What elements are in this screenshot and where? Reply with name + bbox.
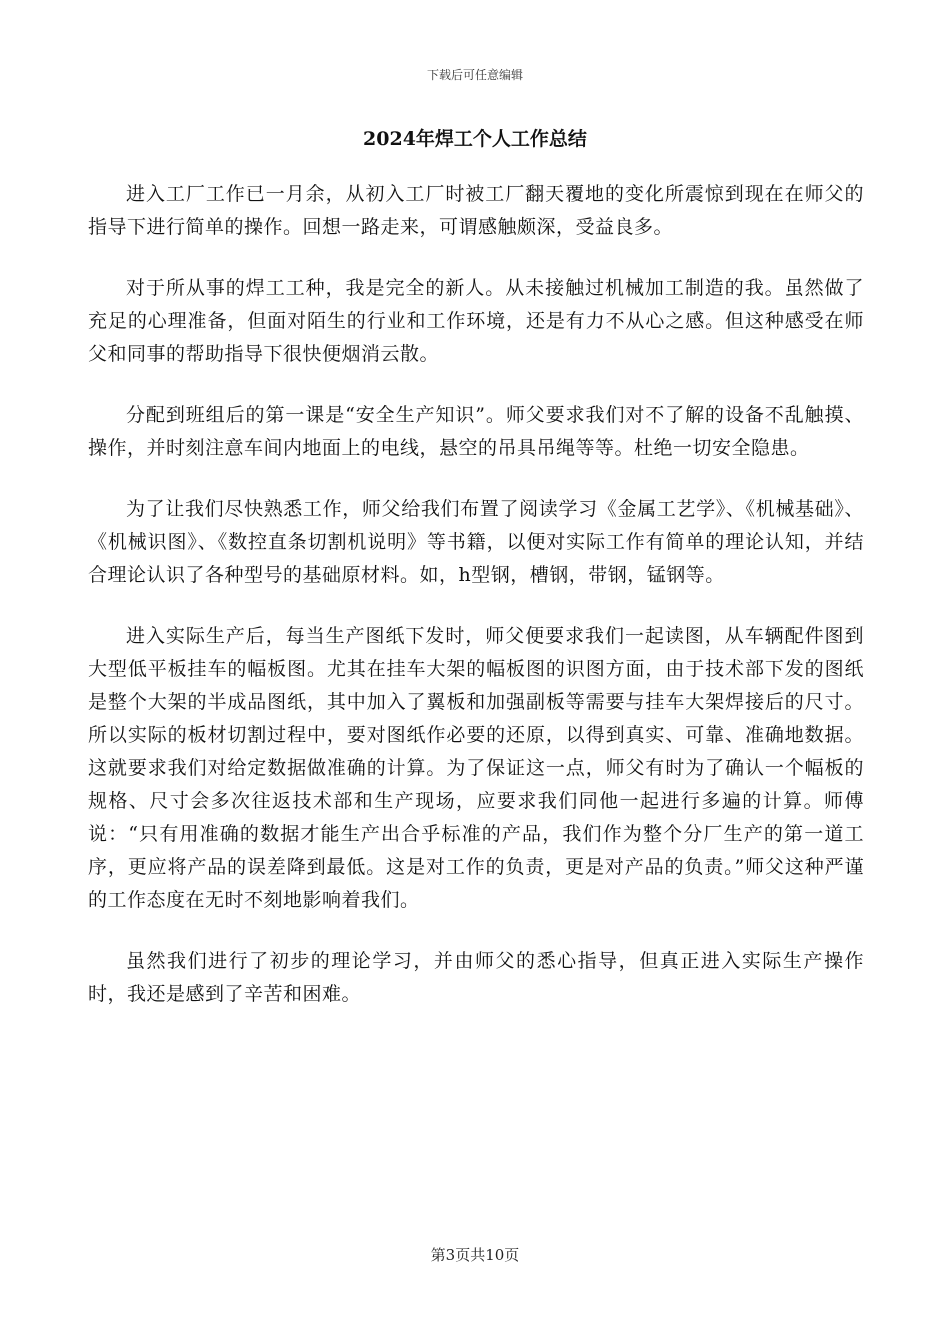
paragraph: 对于所从事的焊工工种，我是完全的新人。从未接触过机械加工制造的我。虽然做了充足的心理准备，但面对陌生的行业和工作环境，还是有力不从心之感。但这种感受在师父和同事的帮助指导下很快便烟消云散。 [88, 277, 864, 365]
header-note: 下载后可任意编辑 [426, 68, 523, 82]
page-indicator: 第3页共10页 [430, 1246, 520, 1264]
paragraph: 虽然我们进行了初步的理论学习，并由师父的悉心指导，但真正进入实际生产操作时，我还是感到了辛苦和困难。 [88, 950, 864, 1005]
document-title: 2024年焊工个人工作总结 [363, 128, 587, 150]
paragraph: 进入工厂工作已一月余，从初入工厂时被工厂翻天覆地的变化所震惊到现在在师父的指导下进行简单的操作。回想一路走来，可谓感触颇深，受益良多。 [88, 183, 864, 238]
paragraph: 进入实际生产后，每当生产图纸下发时，师父便要求我们一起读图，从车辆配件图到大型低平板挂车的幅板图。尤其在挂车大架的幅板图的识图方面，由于技术部下发的图纸是整个大架的半成品图纸，其中加入了翼板和加强副板等需要与挂车大架焊接后的尺寸。所以实际的板材切割过程中，要对图纸作必要的还原，以得到真实、可靠、准确地数据。这就要求我们对给定数据做准确的计算。为了保证这一点，师父有时为了确认一个幅板的规格、尺寸会多次往返技术部和生产现场，应要求我们同他一起进行多遍的计算。师傅说：“只有用准确的数据才能生产出合乎标准的产品，我们作为整个分厂生产的第一道工序，更应将产品的误差降到最低。这是对工作的负责，更是对产品的负责。”师父这种严谨的工作态度在无时不刻地影响着我们。 [88, 625, 864, 911]
document-body [88, 178, 864, 1039]
paragraph: 分配到班组后的第一课是“安全生产知识”。师父要求我们对不了解的设备不乱触摸、操作，并时刻注意车间内地面上的电线，悬空的吊具吊绳等等。杜绝一切安全隐患。 [88, 404, 864, 459]
paragraph: 为了让我们尽快熟悉工作，师父给我们布置了阅读学习《金属工艺学》、《机械基础》、《机械识图》、《数控直条切割机说明》等书籍，以便对实际工作有简单的理论认知，并结合理论认识了各种型号的基础原材料。如，h型钢，槽钢，带钢，锰钢等。 [88, 498, 864, 586]
